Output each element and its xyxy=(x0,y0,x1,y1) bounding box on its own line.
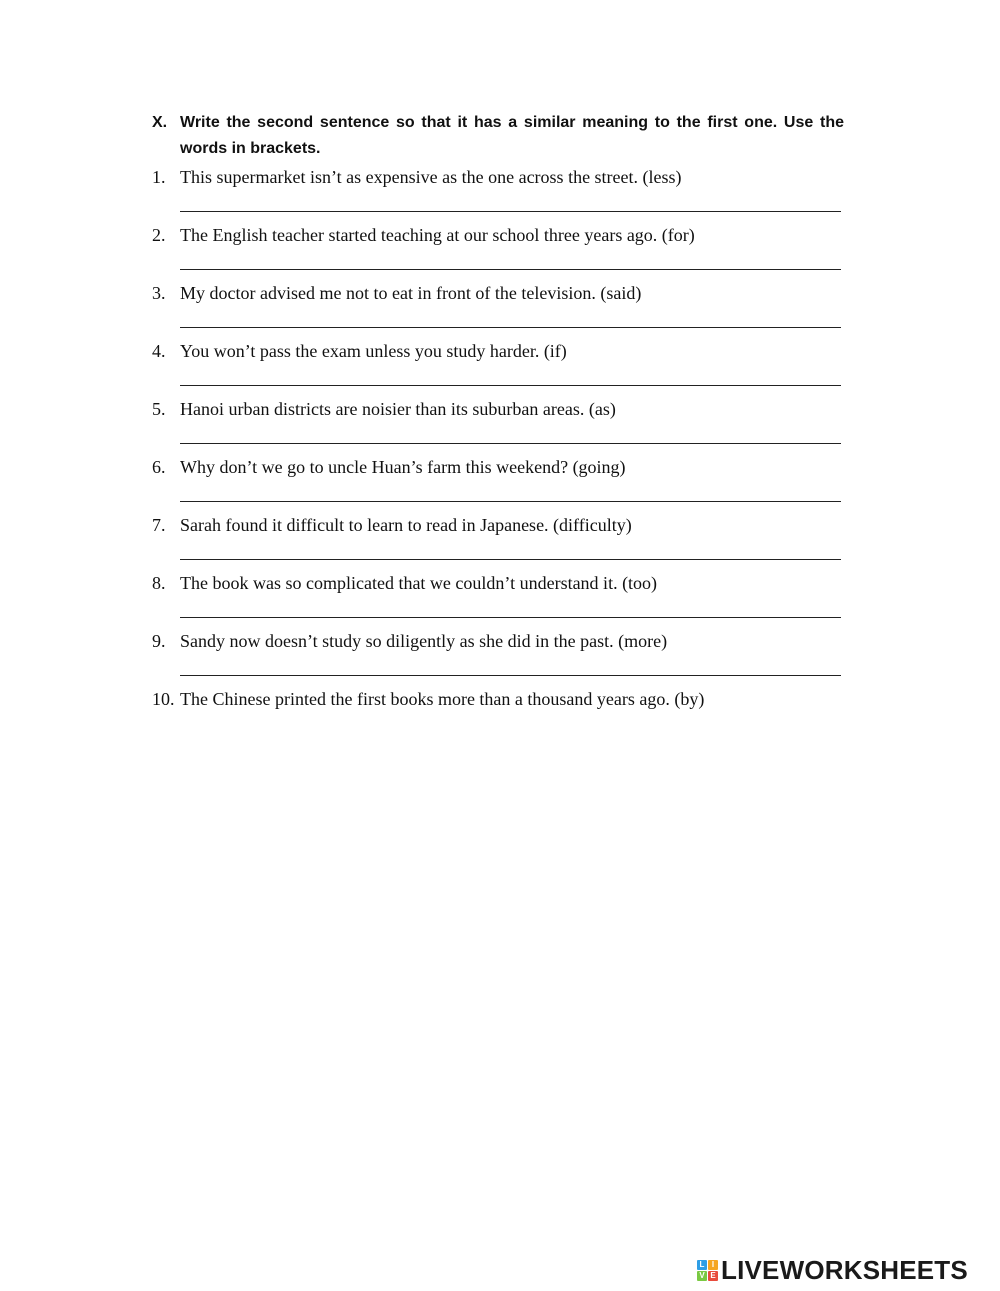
answer-line[interactable] xyxy=(180,269,841,270)
exercise-item-4 xyxy=(152,338,852,396)
item-number: 8. xyxy=(152,573,166,593)
answer-line[interactable] xyxy=(180,559,841,560)
item-number: 7. xyxy=(152,515,166,535)
exercise-instruction: Write the second sentence so that it has a similar meaning to the first one. Use the words in brackets. xyxy=(180,114,844,157)
item-sentence: The English teacher started teaching at our school three years ago. (for) xyxy=(180,225,695,245)
logo-letter-e: E xyxy=(708,1271,718,1281)
logo-letter-v: V xyxy=(697,1271,707,1281)
answer-line[interactable] xyxy=(180,617,841,618)
item-sentence: Sandy now doesn’t study so diligently as she did in the past. (more) xyxy=(180,631,668,651)
item-sentence: My doctor advised me not to eat in front of the television. (said) xyxy=(180,283,642,303)
answer-line[interactable] xyxy=(180,385,841,386)
exercise-item-8 xyxy=(152,570,852,628)
exercise-items xyxy=(152,164,852,744)
item-sentence: Hanoi urban districts are noisier than its suburban areas. (as) xyxy=(180,399,616,419)
logo-letter-i: I xyxy=(708,1260,718,1270)
liveworksheets-brand[interactable] xyxy=(697,1255,968,1285)
item-number: 1. xyxy=(152,167,166,187)
exercise-item-2 xyxy=(152,222,852,280)
item-sentence: You won’t pass the exam unless you study harder. (if) xyxy=(180,341,567,361)
item-sentence: The Chinese printed the first books more than a thousand years ago. (by) xyxy=(180,689,705,709)
answer-line[interactable] xyxy=(180,501,841,502)
answer-line[interactable] xyxy=(180,327,841,328)
exercise-item-9 xyxy=(152,628,852,686)
exercise-heading xyxy=(152,110,844,162)
exercise-item-7 xyxy=(152,512,852,570)
item-number: 10. xyxy=(152,689,175,709)
item-sentence: Sarah found it difficult to learn to read in Japanese. (difficulty) xyxy=(180,515,632,535)
exercise-item-3 xyxy=(152,280,852,338)
brand-wordmark: LIVEWORKSHEETS xyxy=(721,1254,968,1285)
exercise-item-10 xyxy=(152,686,852,744)
exercise-item-1 xyxy=(152,164,852,222)
exercise-item-6 xyxy=(152,454,852,512)
answer-line[interactable] xyxy=(180,443,841,444)
liveworksheets-logo-icon xyxy=(697,1260,718,1281)
item-number: 9. xyxy=(152,631,166,651)
item-number: 6. xyxy=(152,457,166,477)
item-number: 5. xyxy=(152,399,166,419)
answer-line[interactable] xyxy=(180,211,841,212)
item-number: 4. xyxy=(152,341,166,361)
item-sentence: The book was so complicated that we couldn’t understand it. (too) xyxy=(180,573,658,593)
answer-line[interactable] xyxy=(180,675,841,676)
exercise-letter: X. xyxy=(152,114,168,131)
item-number: 2. xyxy=(152,225,166,245)
item-sentence: This supermarket isn’t as expensive as the one across the street. (less) xyxy=(180,167,682,187)
item-sentence: Why don’t we go to uncle Huan’s farm this weekend? (going) xyxy=(180,457,626,477)
exercise-item-5 xyxy=(152,396,852,454)
logo-letter-l: L xyxy=(697,1260,707,1270)
item-number: 3. xyxy=(152,283,166,303)
